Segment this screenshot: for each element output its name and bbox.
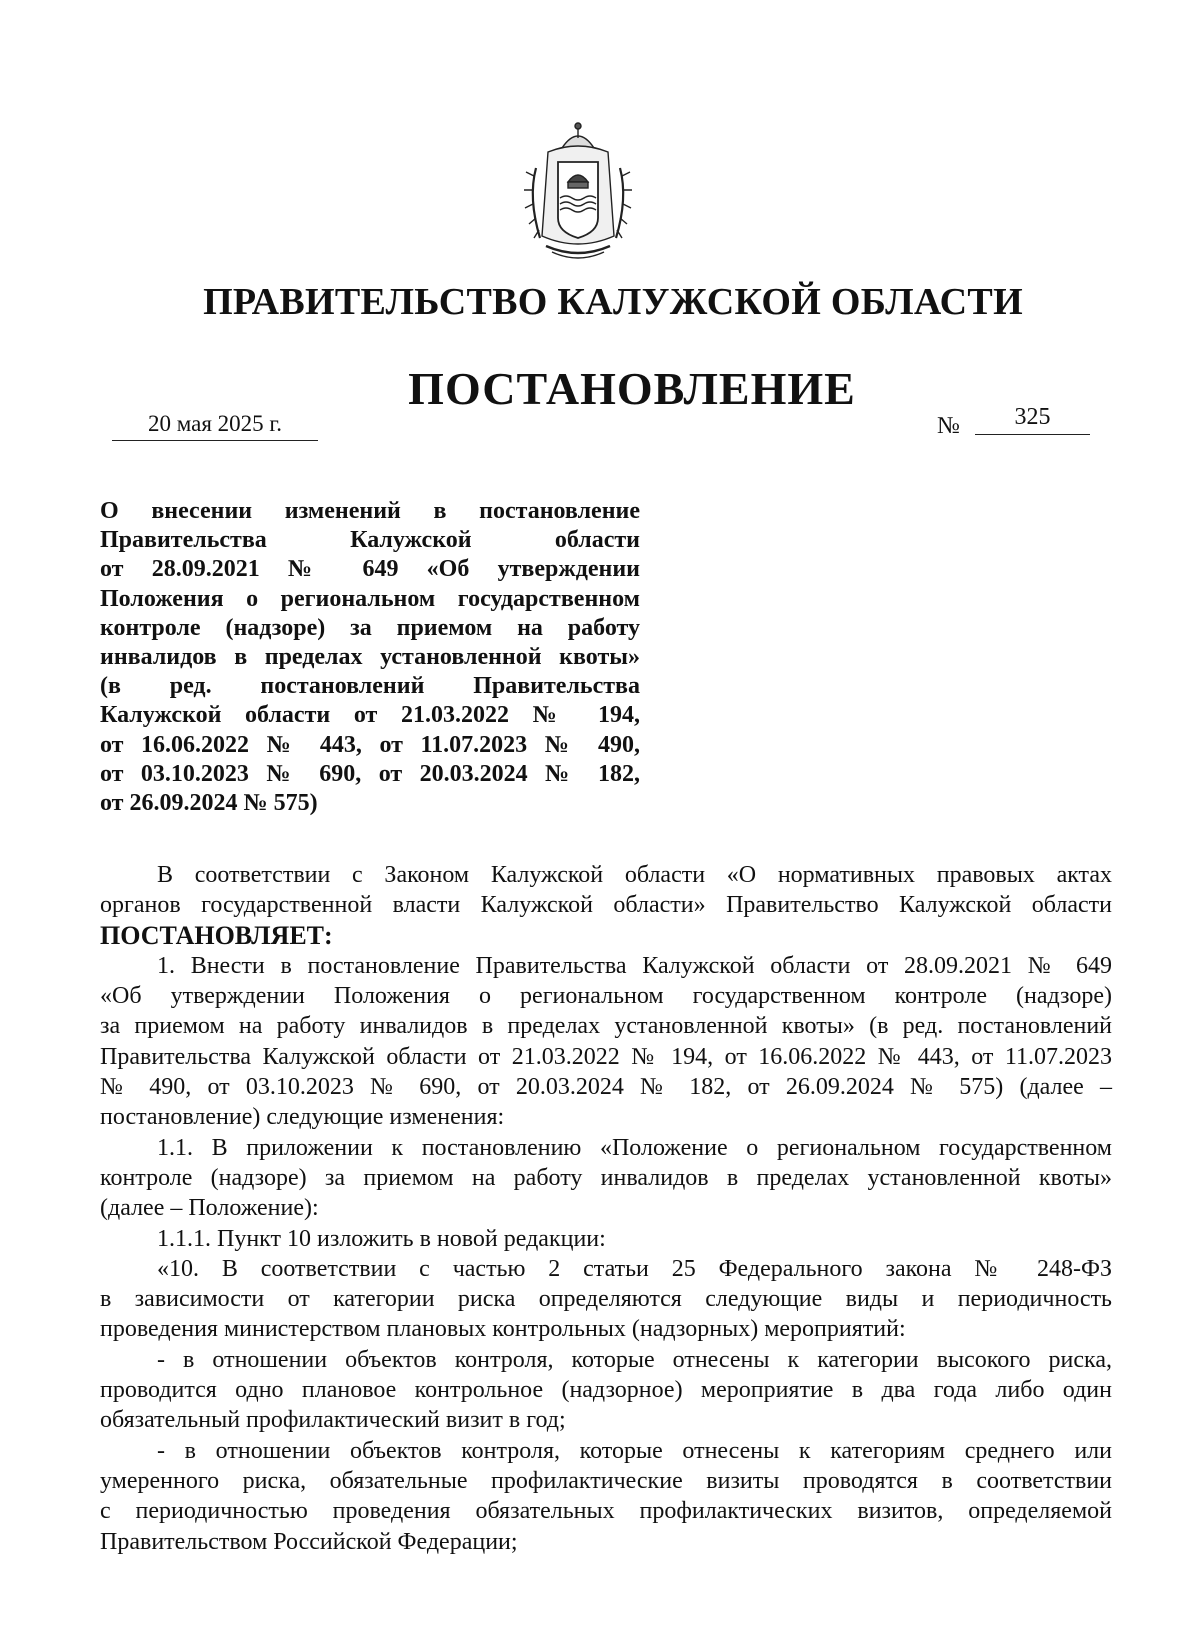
- subject-line: Правительства Калужской области: [100, 527, 640, 554]
- document-date: 20 мая 2025 г.: [112, 408, 318, 441]
- subject-line: от 26.09.2024 № 575): [100, 790, 318, 817]
- subject-line: О внесении изменений в постановление: [100, 498, 640, 524]
- subject-line: от 03.10.2023 № 690, от 20.03.2024 № 182,: [100, 760, 640, 787]
- subject-line: от 16.06.2022 № 443, от 11.07.2023 № 490,: [100, 731, 640, 758]
- subject-line: Калужской области от 21.03.2022 № 194,: [100, 702, 640, 729]
- body-line: органов государственной власти Калужской области» Правительство Калужской области: [100, 892, 1112, 919]
- body-line: контроле (надзоре) за приемом на работу инвалидов в пределах установленной квоты»: [100, 1164, 1112, 1191]
- body-line: умеренного риска, обязательные профилактические визиты проводятся в соответствии: [100, 1467, 1112, 1494]
- document-number-label: №: [937, 413, 960, 439]
- document-number: 325: [975, 402, 1090, 435]
- body-line: проводится одно плановое контрольное (надзорное) мероприятие в два года либо один: [100, 1377, 1112, 1404]
- body-line: - в отношении объектов контроля, которые отнесены к категории высокого риска,: [157, 1346, 1112, 1373]
- subject-line: от 28.09.2021 № 649 «Об утверждении: [100, 556, 640, 583]
- body-line: 1.1. В приложении к постановлению «Положение о региональном государственном: [157, 1134, 1112, 1161]
- body-line: Правительством Российской Федерации;: [100, 1528, 518, 1555]
- body-line: Правительства Калужской области от 21.03.2022 № 194, от 16.06.2022 № 443, от 11.07.2023: [100, 1043, 1112, 1070]
- resolution-keyword: ПОСТАНОВЛЯЕТ:: [100, 920, 333, 950]
- body-line: «Об утверждении Положения о региональном государственном контроле (надзоре): [100, 983, 1112, 1010]
- document-body: [100, 860, 1112, 1557]
- body-line: обязательный профилактический визит в год;: [100, 1407, 566, 1434]
- subject-line: инвалидов в пределах установленной квоты»: [100, 644, 640, 671]
- subject-line: Положения о региональном государственном: [100, 585, 640, 612]
- document-type-title: ПОСТАНОВЛЕНИЕ: [408, 363, 856, 414]
- body-line: (далее – Положение):: [100, 1195, 319, 1222]
- body-line: с периодичностью проведения обязательных профилактических визитов, определяемой: [100, 1498, 1112, 1525]
- body-line: за приемом на работу инвалидов в пределах установленной квоты» (в ред. постановлений: [100, 1013, 1112, 1040]
- body-line: № 490, от 03.10.2023 № 690, от 20.03.2024 № 182, от 26.09.2024 № 575) (далее –: [100, 1074, 1112, 1101]
- body-line: 1.1.1. Пункт 10 изложить в новой редакции:: [157, 1225, 606, 1252]
- coat-of-arms-emblem: [518, 118, 638, 266]
- organization-title: ПРАВИТЕЛЬСТВО КАЛУЖСКОЙ ОБЛАСТИ: [203, 281, 1023, 323]
- body-line: «10. В соответствии с частью 2 статьи 25 Федерального закона № 248-ФЗ: [157, 1255, 1112, 1282]
- body-line: постановление) следующие изменения:: [100, 1104, 505, 1131]
- subject-line: контроле (надзоре) за приемом на работу: [100, 614, 640, 641]
- body-line: проведения министерством плановых контрольных (надзорных) мероприятий:: [100, 1316, 906, 1343]
- document-subject: [100, 497, 640, 818]
- subject-line: (в ред. постановлений Правительства: [100, 673, 640, 700]
- body-line: в зависимости от категории риска определяются следующие виды и периодичность: [100, 1286, 1112, 1313]
- body-line: 1. Внести в постановление Правительства Калужской области от 28.09.2021 № 649: [157, 952, 1112, 979]
- body-line: - в отношении объектов контроля, которые отнесены к категориям среднего или: [157, 1437, 1112, 1464]
- body-line: В соответствии с Законом Калужской области «О нормативных правовых актах: [157, 862, 1112, 888]
